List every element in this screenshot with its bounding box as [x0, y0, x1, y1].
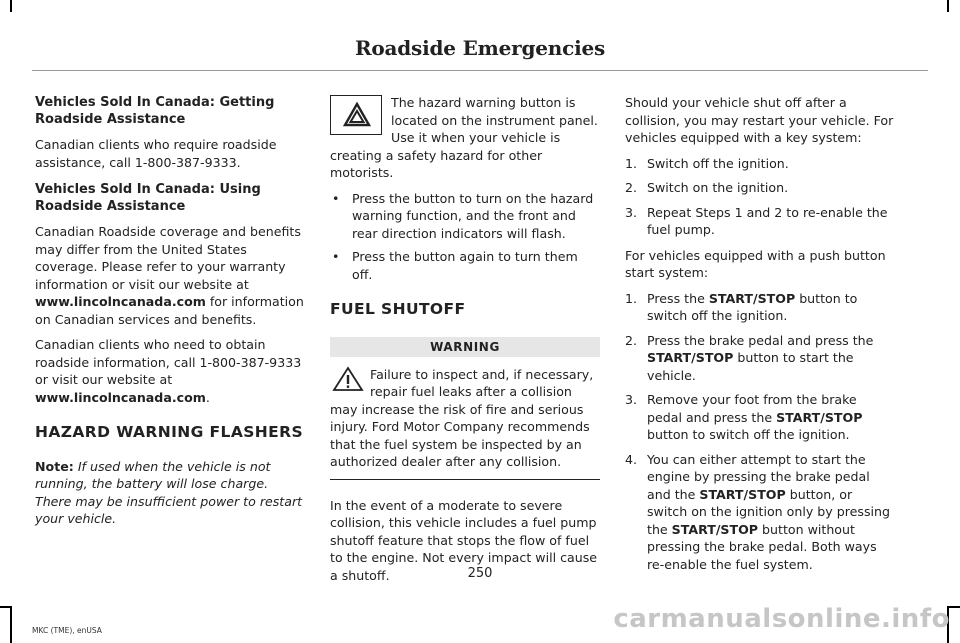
- start-stop-label: START/STOP: [776, 409, 863, 425]
- step-text: button without pressing the brake pedal. Both ways re-enable the fuel system.: [647, 521, 877, 572]
- step-text: Switch on the ignition.: [647, 180, 789, 195]
- page-number: 250: [467, 566, 493, 581]
- list-item: [625, 155, 895, 173]
- warning-text: Failure to inspect and, if necessary, repair fuel leaks after a collision may increase the risk of fire and serious injury. Ford Motor Company recommends that the fuel system be inspected by an authorized dealer after any collision.: [330, 366, 594, 469]
- step-text: button to start the vehicle.: [647, 350, 854, 383]
- warning-triangle-icon: [332, 366, 364, 392]
- warning-box: [330, 366, 600, 480]
- paragraph-restart-intro: Should your vehicle shut off after a collision, you may restart your vehicle. For vehicles equipped with a key system:: [625, 95, 894, 145]
- hazard-triangle-icon: [343, 102, 371, 127]
- step-number: 2.: [625, 332, 638, 348]
- column-right: [625, 94, 895, 581]
- list-item: [625, 179, 895, 197]
- step-number: 4.: [625, 451, 638, 467]
- footer-model-label: MKC (TME), enUSA: [32, 626, 102, 635]
- heading-canada-using: Vehicles Sold In Canada: Using Roadside Assistance: [35, 182, 261, 214]
- step-number: 1.: [625, 290, 638, 306]
- push-button-steps: [625, 290, 895, 574]
- list-item: • Press the button to turn on the hazard warning function, and the front and rear direction indicators will flash.: [330, 190, 600, 243]
- list-item: [625, 204, 895, 239]
- warning-header: WARNING: [330, 337, 600, 357]
- column-middle: [330, 94, 600, 592]
- key-system-steps: [625, 155, 895, 239]
- paragraph-push-button: For vehicles equipped with a push button start system:: [625, 247, 886, 280]
- column-left: [35, 94, 305, 536]
- crop-mark-top-right: [947, 0, 949, 12]
- page-title: Roadside Emergencies: [354, 36, 606, 60]
- start-stop-label: START/STOP: [699, 486, 786, 502]
- step-number: 3.: [625, 392, 638, 407]
- step-number: 3.: [625, 204, 638, 220]
- step-text: Repeat Steps 1 and 2 to re-enable the fuel pump.: [647, 204, 888, 237]
- start-stop-label: START/STOP: [708, 290, 796, 306]
- start-stop-label: START/STOP: [671, 521, 759, 537]
- crop-mark-bottom-left: [10, 606, 12, 643]
- step-text: button, or switch on the ignition only by pressing the: [647, 486, 891, 537]
- website-link[interactable]: www.lincolncanada.com: [35, 294, 206, 309]
- crop-mark-top-left: [10, 0, 12, 12]
- hazard-button-image: [330, 95, 382, 135]
- step-text: Remove your foot from the brake pedal and press the: [647, 392, 857, 425]
- list-item: [625, 451, 895, 574]
- paragraph-canada-getting: Canadian clients who require roadside assistance, call 1-800-387-9333.: [35, 137, 277, 170]
- note-paragraph: [35, 458, 305, 528]
- crop-mark-bottom-left-h: [0, 606, 12, 608]
- step-text: button to switch off the ignition.: [647, 290, 858, 323]
- step-text: Switch off the ignition.: [647, 155, 789, 171]
- step-text: Press the brake pedal and press the: [647, 332, 874, 348]
- heading-hazard-flashers: HAZARD WARNING FLASHERS: [35, 423, 304, 441]
- note-text: If used when the vehicle is not running, the battery will lose charge. There may be insufficient power to restart your vehicle.: [35, 458, 303, 526]
- text-part: Canadian Roadside coverage and benefits may differ from the United States coverage. Please refer to your warranty information or visit our website at: [35, 224, 301, 292]
- text-part: for information on Canadian services and benefits.: [35, 294, 304, 327]
- step-text: Press the: [647, 290, 709, 306]
- step-number: 1.: [625, 155, 638, 171]
- start-stop-label: START/STOP: [647, 350, 734, 365]
- list-item: [625, 391, 895, 444]
- paragraph-canada-coverage: [35, 223, 305, 328]
- hazard-bullet-list: [330, 190, 600, 284]
- note-label: Note:: [35, 458, 74, 474]
- list-item: [625, 332, 895, 385]
- watermark-logo: carmanualsonline.info: [613, 604, 950, 634]
- step-text: button to switch off the ignition.: [647, 427, 850, 442]
- paragraph-fuel-event: In the event of a moderate to severe collision, this vehicle includes a fuel pump shutoff feature that stops the flow of fuel to the engine. Not every impact will cause a shutoff.: [330, 497, 598, 583]
- text-part: Canadian clients who need to obtain roadside information, call 1-800-387-9333 or visit our website at: [35, 337, 302, 387]
- paragraph-canada-obtain: [35, 336, 305, 406]
- website-link[interactable]: www.lincolncanada.com: [35, 389, 206, 405]
- step-number: 2.: [625, 180, 638, 195]
- header-divider: [32, 70, 928, 71]
- hazard-intro: [330, 94, 600, 182]
- step-text: You can either attempt to start the engine by pressing the brake pedal and the: [647, 451, 870, 502]
- text-part: .: [205, 389, 210, 405]
- hazard-description: The hazard warning button is located on the instrument panel. Use it when your vehicle is creating a safety hazard for other motorists.: [330, 95, 598, 180]
- list-item: • Press the button again to turn them off.: [330, 248, 600, 283]
- heading-canada-getting: Vehicles Sold In Canada: Getting Roadside Assistance: [35, 95, 275, 127]
- heading-fuel-shutoff: FUEL SHUTOFF: [330, 300, 466, 318]
- list-item: [625, 290, 895, 325]
